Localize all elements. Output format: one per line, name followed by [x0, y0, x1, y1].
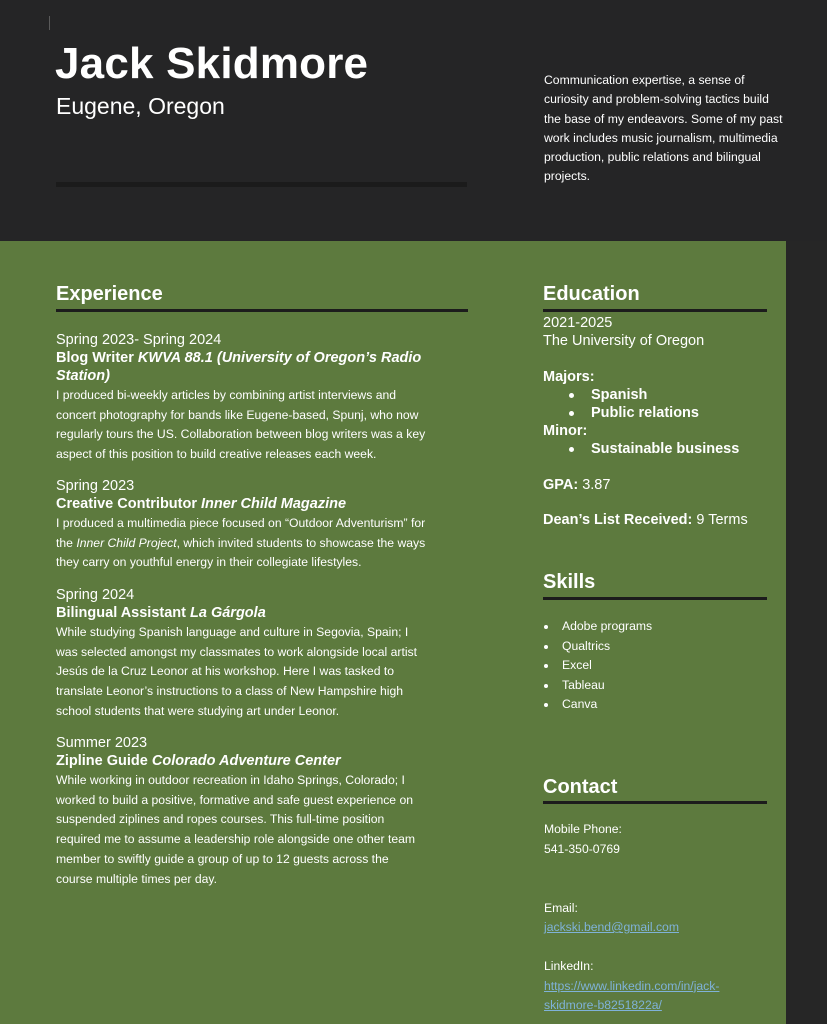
text-cursor [49, 16, 50, 30]
job-dates: Summer 2023 [56, 735, 148, 751]
job-entry [56, 331, 426, 465]
majors-label: Majors: [543, 369, 595, 385]
header-band [0, 0, 827, 241]
education-heading: Education [543, 283, 640, 305]
skill-item: Excel [543, 656, 652, 676]
header-divider [56, 182, 467, 187]
job-title: Creative Contributor Inner Child Magazine [56, 496, 347, 512]
minor-label: Minor: [543, 423, 588, 439]
skill-item: Adobe programs [543, 617, 652, 637]
education-years: 2021-2025 [543, 315, 613, 331]
job-title: Zipline Guide Colorado Adventure Center [56, 753, 341, 769]
summary-text: Communication expertise, a sense of curiosity and problem-solving tactics build the base of my endeavors. Some of my past work includes music journalism, multimedia production, public relations and bilingual projects. [544, 73, 783, 184]
skill-item: Tableau [543, 676, 652, 696]
experience-divider [56, 309, 468, 312]
job-entry [56, 586, 426, 722]
minor-list [543, 440, 783, 458]
job-description: I produced bi-weekly articles by combining artist interviews and concert photography for bands like Eugene-based, Spunj, who now regularly tours the US. Collaboration between blog writers was a key aspect of this position to build creative releases each week. [56, 388, 426, 462]
job-description: While studying Spanish language and culture in Segovia, Spain; I was selected amongst my classmates to work alongside local artist Jesús de la Cruz Leonor at his workshop. Here I was tasked to translate Leonor’s instructions to a class of New Hampshire high school students that were studying art under Leonor. [56, 625, 418, 718]
deans-list-line: Dean’s List Received: 9 Terms [543, 512, 748, 528]
linkedin-label: LinkedIn: [544, 959, 594, 973]
job-organization: KWVA 88.1 (University of Oregon’s Radio Station) [56, 350, 422, 384]
skill-item: Qualtrics [543, 637, 652, 657]
job-description: While working in outdoor recreation in Idaho Springs, Colorado; I worked to build a positive, formative and safe guest experience on suspended ziplines and ropes courses. This full-time position required me to assume a leadership role alongside one other team member to swiftly guide a group of up to 12 guests across the course multiple times per day. [56, 773, 416, 886]
email-link[interactable]: jackski.bend@gmail.com [544, 920, 679, 934]
contact-details [544, 820, 784, 1016]
contact-heading: Contact [543, 776, 618, 798]
skills-heading: Skills [543, 571, 596, 593]
education-divider [543, 309, 767, 312]
skills-list [543, 617, 652, 715]
education-details [543, 314, 783, 529]
education-school: The University of Oregon [543, 333, 705, 349]
job-dates: Spring 2023- Spring 2024 [56, 332, 222, 348]
email-label: Email: [544, 900, 578, 915]
resume-name: Jack Skidmore [55, 39, 369, 88]
major-item: Spanish [543, 386, 783, 404]
experience-heading: Experience [56, 283, 163, 305]
job-dates: Spring 2024 [56, 587, 135, 603]
job-organization: Colorado Adventure Center [151, 753, 341, 769]
linkedin-link[interactable]: https://www.linkedin.com/in/jack- skidmore-b8251822a/ [544, 978, 720, 1012]
job-dates: Spring 2023 [56, 478, 135, 494]
job-entry [56, 477, 426, 573]
skill-item: Canva [543, 695, 652, 715]
job-organization: La Gárgola [190, 605, 266, 621]
job-title: Bilingual Assistant La Gárgola [56, 605, 266, 621]
gpa-line: GPA: 3.87 [543, 477, 611, 493]
majors-list [543, 386, 783, 422]
resume-location: Eugene, Oregon [56, 93, 225, 119]
job-description: I produced a multimedia piece focused on “Outdoor Adventurism” for the Inner Child Project, which invited students to showcase the ways they carry on youthful energy in their collegiate lifestyles. [56, 516, 426, 570]
job-title: Blog Writer KWVA 88.1 (University of Oregon’s Radio Station) [56, 350, 422, 384]
major-item: Public relations [543, 404, 783, 422]
contact-divider [543, 801, 767, 804]
phone-label: Mobile Phone: [544, 822, 622, 836]
job-entry [56, 734, 426, 889]
skills-divider [543, 597, 767, 600]
job-organization: Inner Child Magazine [201, 496, 347, 512]
minor-item: Sustainable business [543, 440, 783, 458]
phone-number: 541-350-0769 [544, 841, 620, 856]
